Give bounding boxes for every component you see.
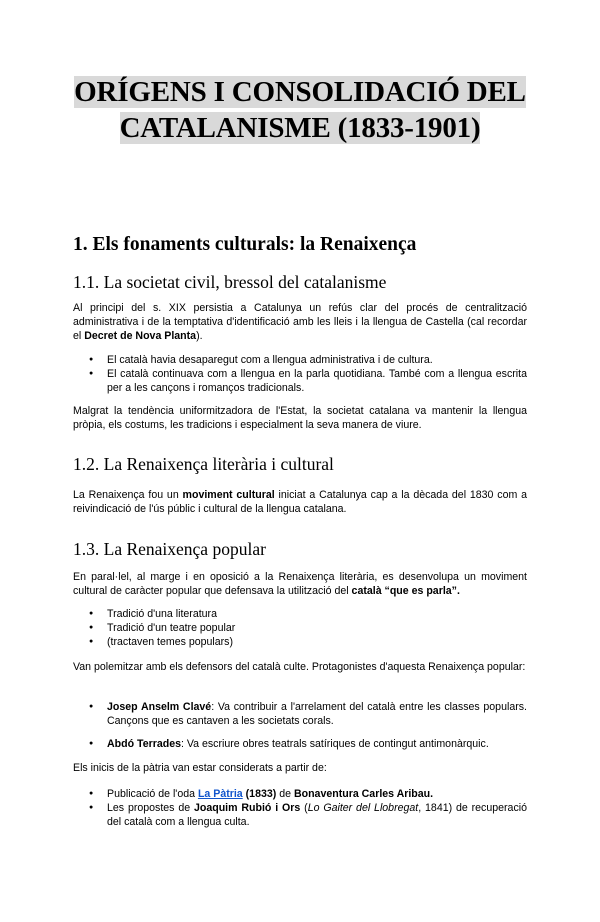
- text-span: de: [276, 788, 294, 800]
- section-1-3-paragraph-2: Van polemitzar amb els defensors del català culte. Protagonistes d'aquesta Renaixença popular:: [73, 661, 526, 673]
- section-1-3-heading: 1.3. La Renaixença popular: [73, 539, 266, 559]
- section-1-3-paragraph-1: [73, 570, 527, 598]
- text-span: : Va escriure obres teatrals satíriques de contingut antimonàrquic.: [180, 738, 489, 750]
- text-span: ).: [196, 330, 203, 342]
- text-span: Les propostes de: [107, 802, 194, 814]
- document-title: [0, 74, 600, 146]
- document-page: [0, 74, 600, 922]
- text-span: , 1841) de recuperació del català com a llengua culta.: [107, 802, 527, 828]
- section-1-2-heading: 1.2. La Renaixença literària i cultural: [73, 454, 334, 474]
- text-span: Al principi del s. XIX persistia a Catalunya un refús clar del procés de centralització administrativa i de la temptativa d'identificació amb les lleis i la llengua de Castella (cal recordar el: [73, 302, 527, 342]
- title-line-1: ORÍGENS I CONSOLIDACIÓ DEL: [74, 76, 526, 108]
- list-item: [73, 737, 527, 751]
- bold-text: Abdó Terrades: [107, 738, 181, 750]
- la-patria-link[interactable]: La Pàtria: [197, 788, 243, 800]
- text-span: Publicació de l'oda: [107, 788, 198, 800]
- section-1-2-paragraph: [73, 488, 527, 516]
- text-span: En paral·lel, al marge i en oposició a la Renaixença literària, es desenvolupa un moviment cultural de caràcter popular que defensava la utilització del: [73, 571, 527, 597]
- bold-text: moviment cultural: [182, 489, 275, 501]
- list-item: [73, 787, 527, 801]
- section-1-1-heading: 1.1. La societat civil, bressol del catalanisme: [73, 272, 387, 292]
- section-1-3-bullets-2: [73, 787, 527, 829]
- bold-text: català “que es parla”.: [351, 585, 460, 597]
- list-item: [73, 801, 527, 829]
- list-item: ● (tractaven temes populars): [73, 635, 527, 649]
- italic-text: Lo Gaiter del Llobregat: [307, 802, 419, 814]
- section-1-1-paragraph-1: [73, 301, 527, 343]
- text-span: iniciat a Catalunya cap a la dècada del 1830 com a reivindicació de l'ús públic i cultural de la llengua catalana.: [73, 489, 527, 515]
- bold-text: (1833): [242, 788, 277, 800]
- list-item: ● Tradició d'un teatre popular: [73, 621, 527, 635]
- text-span: La Renaixença fou un: [73, 489, 183, 501]
- list-item: ● Tradició d'una literatura: [73, 607, 527, 621]
- section-1-heading: 1. Els fonaments culturals: la Renaixença: [73, 234, 417, 255]
- title-line-2: CATALANISME (1833-1901): [119, 112, 481, 144]
- bold-text: Decret de Nova Planta: [84, 330, 197, 342]
- list-item: ● El català continuava com a llengua en la parla quotidiana. També com a llengua escrita per a les cançons i romanços tradicionals.: [73, 367, 527, 395]
- bold-text: Joaquim Rubió i Ors: [193, 802, 301, 814]
- protagonist-clave: [73, 700, 527, 728]
- text-span: : Va contribuir a l'arrelament del català entre les classes populars. Cançons que es cantaven a les societats corals.: [107, 701, 527, 727]
- list-item: ● El català havia desaparegut com a llengua administrativa i de cultura.: [73, 353, 527, 367]
- text-span: (: [300, 802, 308, 814]
- section-1-1-bullets: [73, 353, 527, 395]
- protagonist-terrades: [73, 737, 527, 751]
- bold-text: Bonaventura Carles Aribau.: [293, 788, 434, 800]
- section-1-3-bullets: [73, 607, 527, 649]
- section-1-3-paragraph-3: Els inicis de la pàtria van estar considerats a partir de:: [73, 762, 327, 774]
- section-1-1-paragraph-2: Malgrat la tendència uniformitzadora de l'Estat, la societat catalana va mantenir la llengua pròpia, els costums, les tradicions i especialment la seva manera de viure.: [73, 405, 527, 431]
- bold-text: Josep Anselm Clavé: [107, 701, 212, 713]
- list-item: [73, 700, 527, 728]
